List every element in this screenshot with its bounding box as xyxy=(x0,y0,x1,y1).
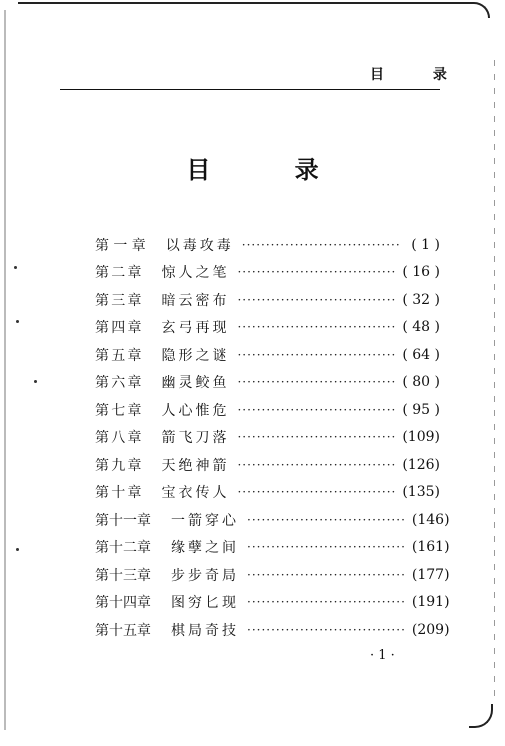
toc-entry[interactable] xyxy=(95,424,440,452)
dot-leader: ································· xyxy=(241,237,401,252)
chapter-title: 玄弓再现 xyxy=(161,320,230,337)
chapter-title: 图穷匕现 xyxy=(171,595,239,612)
dot-leader: ································· xyxy=(237,485,397,500)
chapter-page-number: (177) xyxy=(411,566,450,583)
scan-speck xyxy=(16,548,19,551)
chapter-title: 一箭穿心 xyxy=(171,512,239,529)
header-rule xyxy=(60,89,440,90)
dot-leader: ································· xyxy=(237,320,397,335)
chapter-page-number: (109) xyxy=(402,429,440,446)
toc-entry[interactable] xyxy=(95,479,440,507)
toc-entry[interactable] xyxy=(95,589,450,617)
dot-leader: ································· xyxy=(237,347,397,362)
chapter-page-number: (126) xyxy=(402,456,440,473)
dot-leader: ································· xyxy=(237,375,397,390)
chapter-page-number: ( 64 ) xyxy=(402,346,440,363)
chapter-number: 第 十 四 章 xyxy=(95,595,151,612)
chapter-title: 幽灵鲛鱼 xyxy=(161,375,230,392)
running-head: 目 录 xyxy=(370,67,469,83)
chapter-page-number: (209) xyxy=(411,621,450,638)
chapter-page-number: ( 32 ) xyxy=(402,291,440,308)
chapter-number: 第 九 章 xyxy=(95,457,142,474)
chapter-number: 第 十 一 章 xyxy=(95,512,151,529)
toc-entry[interactable] xyxy=(95,396,440,424)
dot-leader: ································· xyxy=(237,402,397,417)
chapter-title: 箭飞刀落 xyxy=(161,430,230,447)
toc-entry[interactable] xyxy=(95,534,450,562)
chapter-title: 步步奇局 xyxy=(171,567,239,584)
toc-entry[interactable] xyxy=(95,231,440,259)
toc-entry[interactable] xyxy=(95,616,450,644)
chapter-number: 第 四 章 xyxy=(95,320,142,337)
chapter-title: 隐形之谜 xyxy=(161,347,230,364)
chapter-number: 第 五 章 xyxy=(95,347,142,364)
chapter-number: 第 七 章 xyxy=(95,402,142,419)
dot-leader: ································· xyxy=(247,595,406,610)
scan-edge-corner xyxy=(469,704,493,728)
chapter-page-number: ( 80 ) xyxy=(402,374,440,391)
chapter-page-number: (135) xyxy=(402,484,440,501)
chapter-title: 宝衣传人 xyxy=(161,485,230,502)
chapter-number: 第 一 章 xyxy=(95,237,146,254)
dot-leader: ································· xyxy=(247,540,406,555)
dot-leader: ································· xyxy=(247,567,406,582)
chapter-number: 第 二 章 xyxy=(95,265,142,282)
chapter-number: 第 三 章 xyxy=(95,292,142,309)
scan-edge-left xyxy=(4,10,6,730)
table-of-contents xyxy=(95,231,450,644)
chapter-page-number: (146) xyxy=(411,511,450,528)
chapter-title: 棋局奇技 xyxy=(171,622,239,639)
scan-edge-top xyxy=(18,2,490,18)
toc-entry[interactable] xyxy=(95,506,450,534)
toc-entry[interactable] xyxy=(95,314,440,342)
toc-entry[interactable] xyxy=(95,259,440,287)
chapter-page-number: ( 95 ) xyxy=(402,401,440,418)
chapter-number: 第 八 章 xyxy=(95,430,142,447)
toc-entry[interactable] xyxy=(95,286,440,314)
scan-speck xyxy=(14,266,17,269)
toc-entry[interactable] xyxy=(95,451,440,479)
dot-leader: ································· xyxy=(237,457,397,472)
toc-entry[interactable] xyxy=(95,561,450,589)
chapter-title: 缘孽之间 xyxy=(171,540,239,557)
chapter-page-number: (191) xyxy=(411,594,450,611)
chapter-title: 天绝神箭 xyxy=(161,457,230,474)
dot-leader: ································· xyxy=(237,265,397,280)
dot-leader: ································· xyxy=(247,512,406,527)
chapter-title: 以毒攻毒 xyxy=(165,237,234,254)
chapter-page-number: ( 1 ) xyxy=(411,236,440,253)
chapter-page-number: ( 48 ) xyxy=(402,319,440,336)
chapter-page-number: (161) xyxy=(411,539,450,556)
chapter-page-number: ( 16 ) xyxy=(402,264,440,281)
dot-leader: ································· xyxy=(247,622,406,637)
chapter-title: 人心惟危 xyxy=(161,402,230,419)
chapter-title: 惊人之笔 xyxy=(161,265,230,282)
chapter-number: 第 六 章 xyxy=(95,375,142,392)
chapter-number: 第 十 三 章 xyxy=(95,567,151,584)
dot-leader: ································· xyxy=(237,292,397,307)
scan-speck xyxy=(16,320,19,323)
chapter-number: 第 十 五 章 xyxy=(95,622,151,639)
dot-leader: ································· xyxy=(237,430,397,445)
page-number: · 1 · xyxy=(370,648,395,663)
chapter-number: 第 十 章 xyxy=(95,485,142,502)
toc-entry[interactable] xyxy=(95,341,440,369)
page-title: 目 录 xyxy=(186,155,357,184)
toc-entry[interactable] xyxy=(95,369,440,397)
chapter-number: 第 十 二 章 xyxy=(95,540,151,557)
chapter-title: 暗云密布 xyxy=(161,292,230,309)
scan-speck xyxy=(34,380,37,383)
